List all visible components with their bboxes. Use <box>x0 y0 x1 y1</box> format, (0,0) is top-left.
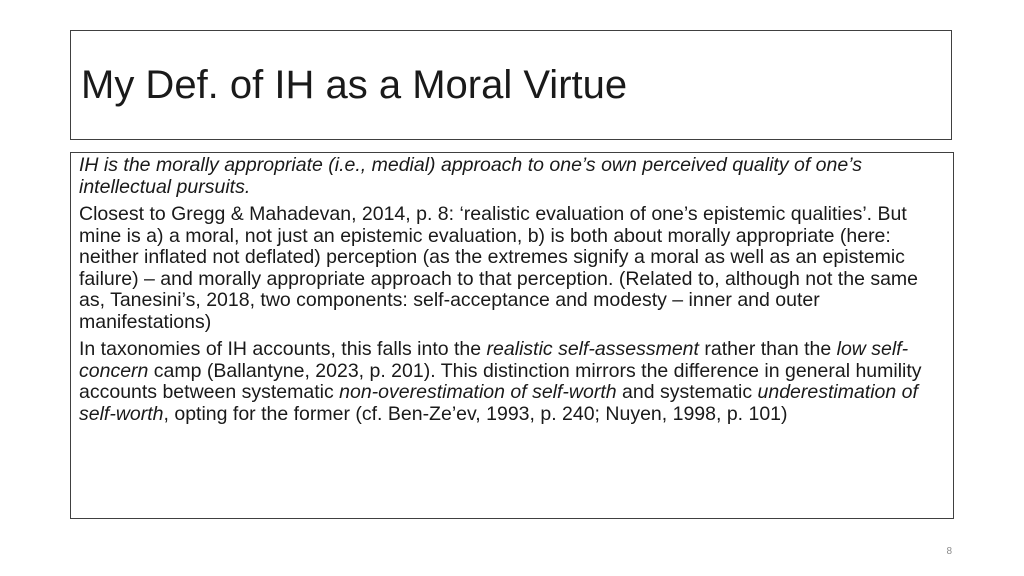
taxonomy-emphasis-3: non-overestimation of self-worth <box>339 381 617 403</box>
taxonomy-emphasis-2: low self-concern <box>79 338 909 382</box>
taxonomy-text-4: and systematic <box>616 381 758 403</box>
page-number: 8 <box>946 546 952 557</box>
taxonomy-text-3: camp (Ballantyne, 2023, p. 201). This distinction mirrors the difference in general humility accounts between systematic <box>79 359 922 403</box>
slide-title: My Def. of IH as a Moral Virtue <box>81 63 628 107</box>
content-placeholder <box>70 152 954 519</box>
taxonomy-text-1: In taxonomies of IH accounts, this falls into the <box>79 338 487 360</box>
taxonomy-text-5: , opting for the former (cf. Ben-Ze’ev, 1993, p. 240; Nuyen, 1998, p. 101) <box>163 402 788 425</box>
taxonomy-emphasis-1: realistic self-assessment <box>486 338 699 360</box>
taxonomy-emphasis-4: underestimation of self-worth <box>79 381 918 425</box>
definition-paragraph: IH is the morally appropriate (i.e., medial) approach to one’s own perceived quality of one’s intellectual pursuits. <box>79 154 862 198</box>
taxonomy-text-2: rather than the <box>698 338 837 360</box>
title-placeholder <box>70 30 952 140</box>
comparison-paragraph: Closest to Gregg & Mahadevan, 2014, p. 8: ‘realistic evaluation of one’s epistemic qualities’. But mine is a) a moral, not just an epistemic evaluation, b) is both about morally appropriate (here: neither inflated not deflated) perception (as the extremes signify a moral as well as an epistemic failure) – and morally appropriate approach to that perception. (Related to, although not the same as, Tanesini’s, 2018, two components: self-acceptance and modesty – inner and outer manifestations) <box>79 203 919 333</box>
taxonomy-paragraph <box>79 339 941 425</box>
